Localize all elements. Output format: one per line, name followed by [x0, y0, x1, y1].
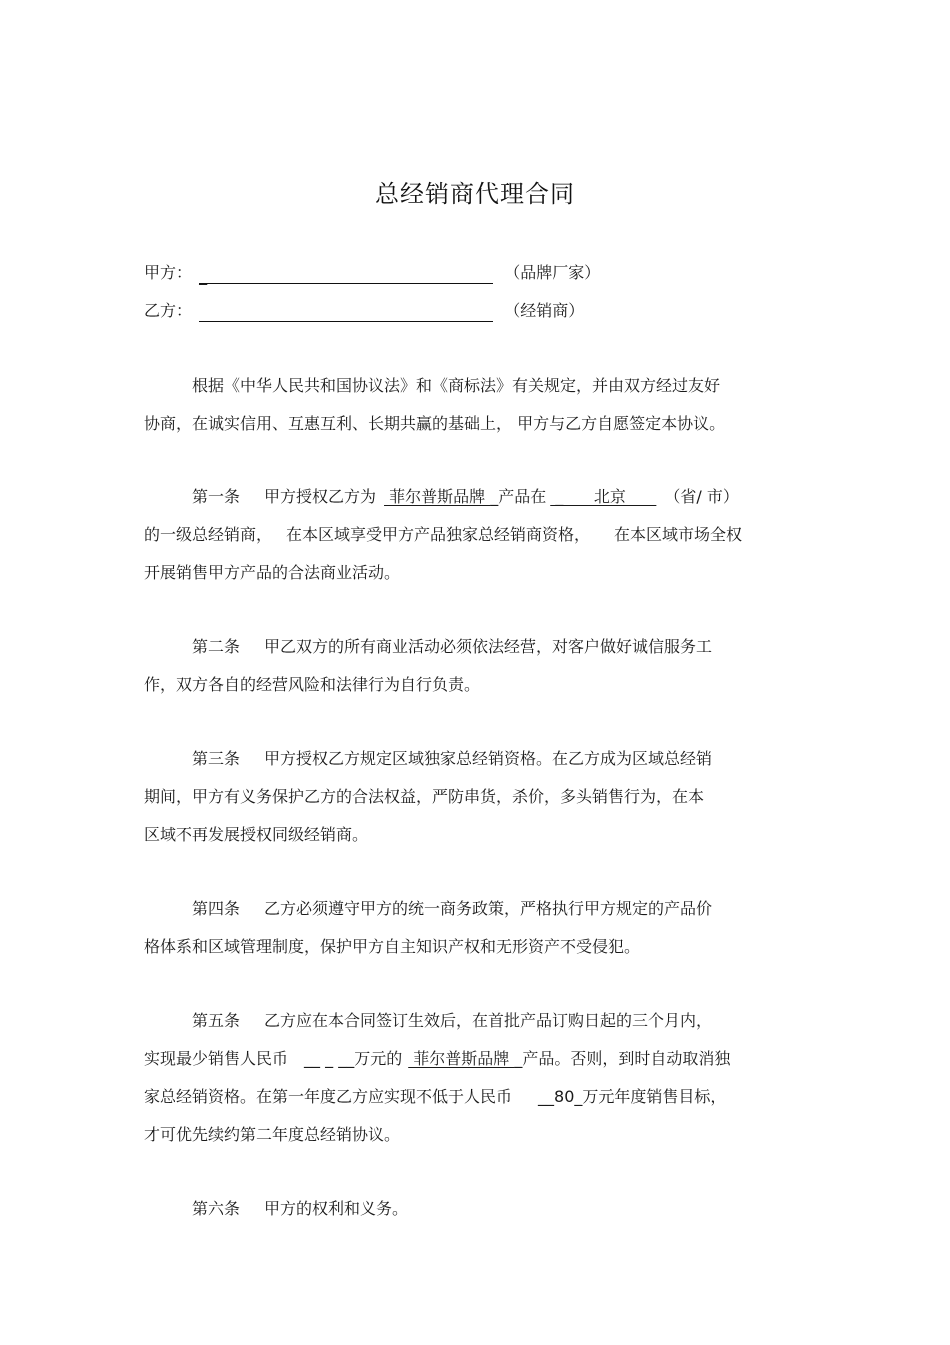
intro-line-1: 根据《中华人民共和国协议法》和《商标法》有关规定，并由双方经过友好: [192, 376, 721, 395]
article-2: [144, 635, 804, 711]
article-3: [144, 747, 804, 861]
article-3-line-2: 期间，甲方有义务保护乙方的合法权益，严防串货，杀价，多头销售行为，在本: [144, 787, 705, 806]
page-title: 总经销商代理合同: [375, 180, 575, 208]
party-b-label: 乙方：: [144, 301, 193, 320]
intro-line-2: 协商，在诚实信用、互惠互利、长期共赢的基础上， 甲方与乙方自愿签定本协议。: [144, 414, 726, 433]
brand-name: 菲尔普斯品牌: [408, 1049, 515, 1068]
article-2-line-2: 作，双方各自的经营风险和法律行为自行负责。: [144, 675, 481, 694]
party-a-role: （品牌厂家）: [504, 263, 601, 282]
article-6-heading: 第六条: [192, 1199, 241, 1218]
party-b-row: [144, 300, 584, 322]
article-4-heading: 第四条: [192, 899, 241, 918]
article-1-line-1: 第一条 甲方授权乙方为 菲尔普斯品牌 _产品在 _ 北京 （省/ 市）: [192, 487, 739, 506]
party-a-row: [144, 262, 600, 284]
article-1: [144, 485, 804, 599]
article-1-line-3: 开展销售甲方产品的合法商业活动。: [144, 563, 401, 582]
party-b-blank: [199, 303, 493, 322]
region-name: _ 北京: [550, 487, 657, 506]
party-a-label: 甲方：: [144, 263, 193, 282]
article-6-line-1: 第六条 甲方的权利和义务。: [192, 1199, 409, 1218]
annual-target: __80_万元年度销售目标，: [538, 1087, 727, 1106]
article-1-line-2: 的一级总经销商， 在本区域享受甲方产品独家总经销商资格， 在本区域市场全权: [144, 525, 743, 544]
article-3-heading: 第三条: [192, 749, 241, 768]
min-sales-amount: __ _ __万元的: [304, 1049, 403, 1068]
party-a-blank: _: [199, 265, 493, 284]
article-5-line-2: 实现最少销售人民币 __ _ __万元的 菲尔普斯品牌 _产品。否则，到时自动取消独: [144, 1049, 731, 1068]
party-b-role: （经销商）: [504, 301, 585, 320]
article-4-line-1: 第四条 乙方必须遵守甲方的统一商务政策，严格执行甲方规定的产品价: [192, 899, 713, 918]
intro-paragraph: [144, 374, 804, 450]
article-6: [144, 1197, 804, 1235]
article-1-heading: 第一条: [192, 487, 241, 506]
article-3-line-1: 第三条 甲方授权乙方规定区域独家总经销资格。在乙方成为区域总经销: [192, 749, 713, 768]
article-5-line-1: 第五条 乙方应在本合同签订生效后，在首批产品订购日起的三个月内，: [192, 1011, 713, 1030]
article-2-line-1: 第二条 甲乙双方的所有商业活动必须依法经营，对客户做好诚信服务工: [192, 637, 713, 656]
article-5: [144, 1009, 804, 1161]
brand-name: 菲尔普斯品牌: [384, 487, 491, 506]
article-5-line-3: 家总经销资格。在第一年度乙方应实现不低于人民币 __80_万元年度销售目标，: [144, 1087, 727, 1106]
article-5-heading: 第五条: [192, 1011, 241, 1030]
article-5-line-4: 才可优先续约第二年度总经销协议。: [144, 1125, 401, 1144]
article-4: [144, 897, 804, 973]
article-4-line-2: 格体系和区域管理制度，保护甲方自主知识产权和无形资产不受侵犯。: [144, 937, 641, 956]
article-2-heading: 第二条: [192, 637, 241, 656]
article-3-line-3: 区域不再发展授权同级经销商。: [144, 825, 369, 844]
